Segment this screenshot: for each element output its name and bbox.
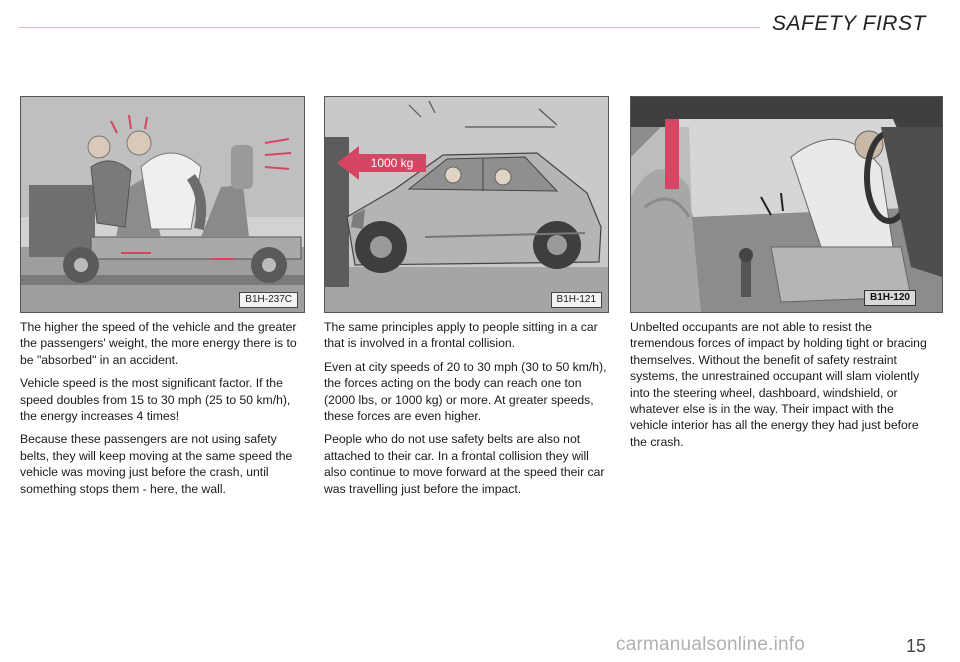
sled-crash-illustration bbox=[21, 97, 304, 312]
paragraph: Even at city speeds of 20 to 30 mph (30 to 50 km/h), the forces acting on the body can reach one ton (2000 lbs, or 1000 kg) or more. At greater speeds, these forces are even higher. bbox=[324, 359, 607, 424]
car-collision-illustration bbox=[325, 97, 608, 312]
figure-unbelted-occupant bbox=[630, 96, 943, 313]
figure-label: B1H-237C bbox=[239, 292, 298, 308]
paragraph: Vehicle speed is the most significant factor. If the speed doubles from 15 to 30 mph (25 to 50 km/h), the energy increases 4 times! bbox=[20, 376, 291, 424]
weight-badge: 1000 kg bbox=[358, 154, 426, 172]
paragraph: Because these passengers are not using safety belts, they will keep moving at the same speed the vehicle was moving just before the crash, until something stops them - here, the wall. bbox=[20, 432, 293, 496]
impact-arrow-icon bbox=[337, 146, 359, 180]
text-column-left bbox=[20, 319, 303, 504]
paragraph: The higher the speed of the vehicle and the greater the passengers' weight, the more energy there is to be "absorbed" in an accident. bbox=[20, 320, 297, 367]
watermark: carmanualsonline.info bbox=[616, 634, 806, 655]
paragraph: People who do not use safety belts are also not attached to their car. In a frontal collision they will also continue to move forward at the speed their car was travelling just before the impact. bbox=[324, 432, 605, 496]
figure-car-collision bbox=[324, 96, 609, 313]
paragraph: Unbelted occupants are not able to resist the tremendous forces of impact by holding tight or bracing themselves. Without the benefit of safety restraint systems, the unrestrained occupant will slam violently into the steering wheel, dashboard, windshield, or whatever else is in the way. Their impact with the vehicle interior has all the energy they had just before the crash. bbox=[630, 320, 927, 449]
text-column-middle bbox=[324, 319, 607, 504]
figure-label: B1H-120 bbox=[864, 290, 916, 306]
figure-label: B1H-121 bbox=[551, 292, 602, 308]
page-number: 15 bbox=[906, 636, 927, 656]
text-column-right bbox=[630, 319, 930, 457]
header-rule bbox=[18, 27, 760, 28]
paragraph: The same principles apply to people sitting in a car that is involved in a frontal collision. bbox=[324, 320, 598, 351]
figure-sled-crash bbox=[20, 96, 305, 313]
unbelted-occupant-illustration bbox=[631, 97, 942, 312]
section-title: SAFETY FIRST bbox=[772, 12, 926, 35]
